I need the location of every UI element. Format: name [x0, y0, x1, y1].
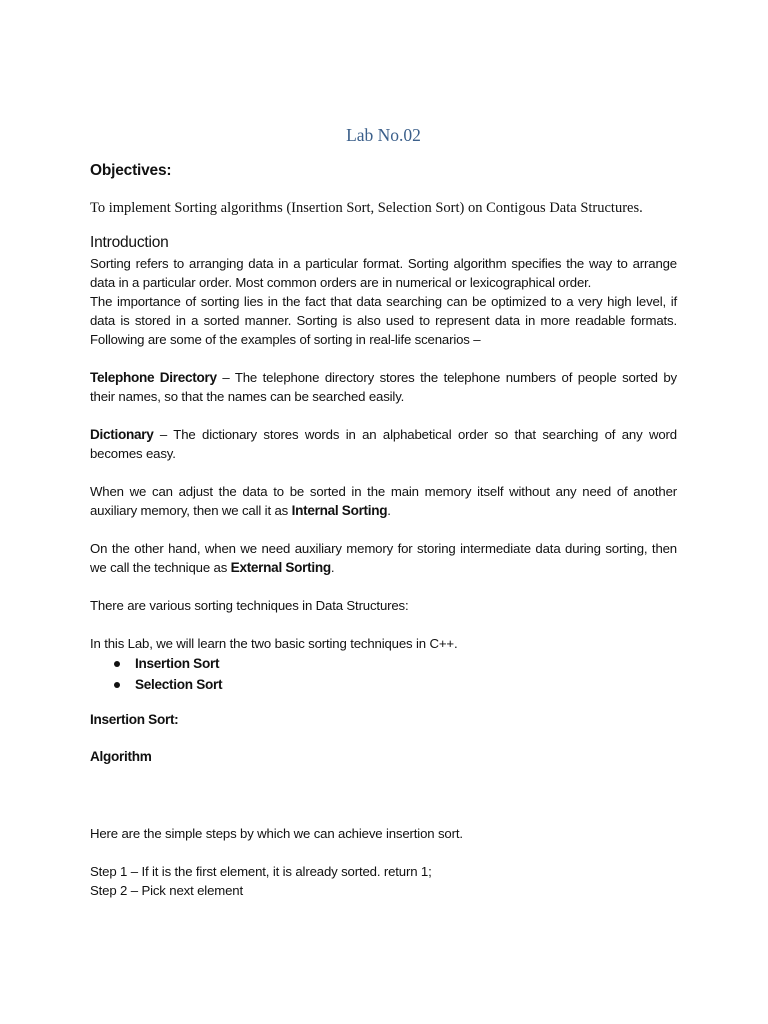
- example-dictionary: [90, 425, 677, 463]
- bullet-icon: [114, 661, 120, 667]
- insertion-sort-heading: Insertion Sort:: [90, 712, 179, 727]
- intro-paragraph-1: Sorting refers to arranging data in a particular format. Sorting algorithm specifies the way to arrange data in a particular order. Most common orders are in numerical or lexicographical order.: [90, 256, 677, 290]
- list-item-label: Insertion Sort: [135, 656, 220, 671]
- document-page: [90, 122, 677, 900]
- techniques-list: [90, 653, 677, 695]
- example-description: – The dictionary stores words in an alphabetical order so that searching of any word becomes easy.: [90, 427, 677, 461]
- introduction-heading: Introduction: [90, 234, 169, 251]
- example-term: Dictionary: [90, 427, 154, 442]
- objectives-heading: Objectives:: [90, 162, 172, 179]
- step-1: Step 1 – If it is the first element, it is already sorted. return 1;: [90, 864, 432, 879]
- example-description: – The telephone directory stores the telephone numbers of people sorted by their names, so that the names can be searched easily.: [90, 370, 678, 404]
- steps-intro: Here are the simple steps by which we can achieve insertion sort.: [90, 826, 463, 841]
- list-item-label: Selection Sort: [135, 677, 223, 692]
- internal-end: .: [387, 503, 391, 518]
- algorithm-heading: Algorithm: [90, 749, 152, 764]
- list-item: [114, 674, 677, 695]
- step-2: Step 2 – Pick next element: [90, 883, 243, 898]
- list-item: [114, 653, 677, 674]
- bullet-icon: [114, 682, 120, 688]
- external-text: On the other hand, when we need auxiliary memory for storing intermediate data during sorting, then we call the technique as: [90, 541, 677, 575]
- external-sorting-paragraph: [90, 539, 677, 577]
- techniques-paragraph: There are various sorting techniques in Data Structures:: [90, 598, 409, 613]
- example-term: Telephone Directory: [90, 370, 217, 385]
- objective-text: To implement Sorting algorithms (Insertion Sort, Selection Sort) on Contigous Data Structures.: [90, 200, 643, 216]
- lab-title: Lab No.02: [346, 125, 421, 145]
- lab-paragraph: In this Lab, we will learn the two basic sorting techniques in C++.: [90, 636, 458, 651]
- external-end: .: [330, 560, 335, 575]
- internal-sorting-paragraph: [90, 482, 677, 520]
- internal-text: When we can adjust the data to be sorted in the main memory itself without any need of another auxiliary memory, then we call it as: [90, 484, 677, 518]
- internal-sorting-term: Internal Sorting: [291, 503, 388, 518]
- example-telephone-directory: [90, 368, 677, 406]
- intro-paragraph-2: The importance of sorting lies in the fact that data searching can be optimized to a very high level, if data is stored in a sorted manner. Sorting is also used to represent data in more readable formats. Following are some of the examples of sorting in real-life scenarios –: [90, 294, 677, 347]
- external-sorting-term: External Sorting: [230, 560, 331, 575]
